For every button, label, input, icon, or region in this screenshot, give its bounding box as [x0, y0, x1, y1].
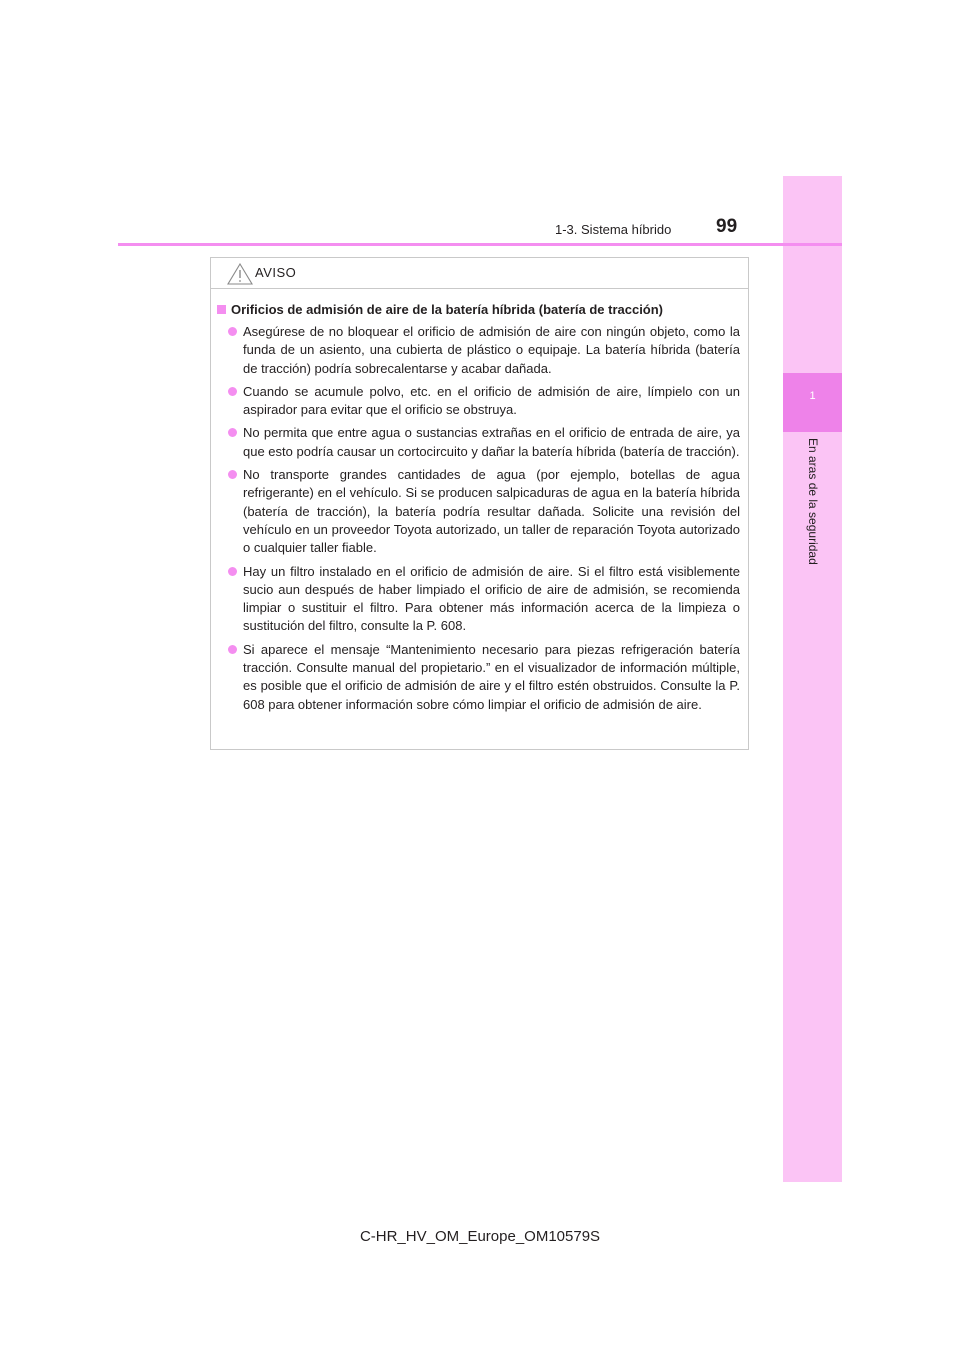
warning-box: [210, 257, 749, 750]
bullet-dot-icon: [228, 567, 237, 576]
list-item-text: Asegúrese de no bloquear el orificio de admisión de aire con ningún objeto, como la funda de un asiento, una cubierta de plástico o equipaje. La batería híbrida (batería de tracción) podría sobrecalentarse y acabar dañada.: [243, 324, 740, 376]
list-item: [228, 323, 740, 378]
warning-body: [211, 289, 748, 714]
section-title: 1-3. Sistema híbrido: [555, 222, 672, 237]
warning-label: AVISO: [255, 265, 297, 280]
header-rule: [118, 243, 842, 246]
list-item-text: Cuando se acumule polvo, etc. en el orificio de admisión de aire, límpielo con un aspirador para evitar que el orificio se obstruya.: [243, 383, 740, 418]
list-item: [228, 466, 740, 557]
list-item: [228, 424, 740, 461]
warning-subheading: [217, 301, 740, 319]
list-item: [228, 383, 740, 420]
warning-bullet-list: [217, 323, 740, 714]
chapter-title: En aras de la seguridad: [806, 438, 820, 565]
bullet-dot-icon: [228, 470, 237, 479]
square-bullet-icon: [217, 305, 226, 314]
list-item-text: No permita que entre agua o sustancias extrañas en el orificio de entrada de aire, ya que esto podría causar un cortocircuito y dañar la batería híbrida (batería de tracción).: [243, 425, 740, 459]
list-item: [228, 563, 740, 636]
list-item-text: No transporte grandes cantidades de agua (por ejemplo, botellas de agua refrigerante) en el vehículo. Si se producen salpicaduras de agua en la batería híbrida (batería de tracción), la batería podría resultar dañada. Solicite una revisión del vehículo en un proveedor Toyota autorizado, un taller de reparación Toyota autorizado o cualquier taller fiable.: [243, 467, 740, 556]
warning-header: [211, 258, 748, 289]
warning-triangle-icon: [227, 263, 253, 285]
page-number: 99: [716, 216, 738, 237]
bullet-dot-icon: [228, 428, 237, 437]
chapter-number: 1: [809, 390, 816, 402]
warning-subheading-text: Orificios de admisión de aire de la batería híbrida (batería de tracción): [231, 302, 664, 317]
list-item-text: Hay un filtro instalado en el orificio de admisión de aire. Si el filtro está visiblemente sucio aun después de haber limpiado el orificio de aire de admisión, se recomienda limpiar o sustituir el filtro. Para obtener más información acerca de la limpieza o sustitución del filtro, consulte la P. 608.: [243, 563, 740, 634]
bullet-dot-icon: [228, 387, 237, 396]
list-item: [228, 641, 740, 714]
chapter-side-tab: [783, 176, 842, 1182]
chapter-tab-active-marker: [783, 373, 842, 432]
document-code: C-HR_HV_OM_Europe_OM10579S: [359, 1228, 601, 1245]
bullet-dot-icon: [228, 327, 237, 336]
list-item-text: Si aparece el mensaje “Mantenimiento necesario para piezas refrigeración batería tracción. Consulte manual del propietario.” en el visualizador de información múltiple, es posible que el orificio de admisión de aire y el filtro estén obstruidos. Consulte la P. 608 para obtener información sobre cómo limpiar el orificio de admisión de aire.: [243, 641, 740, 712]
bullet-dot-icon: [228, 645, 237, 654]
